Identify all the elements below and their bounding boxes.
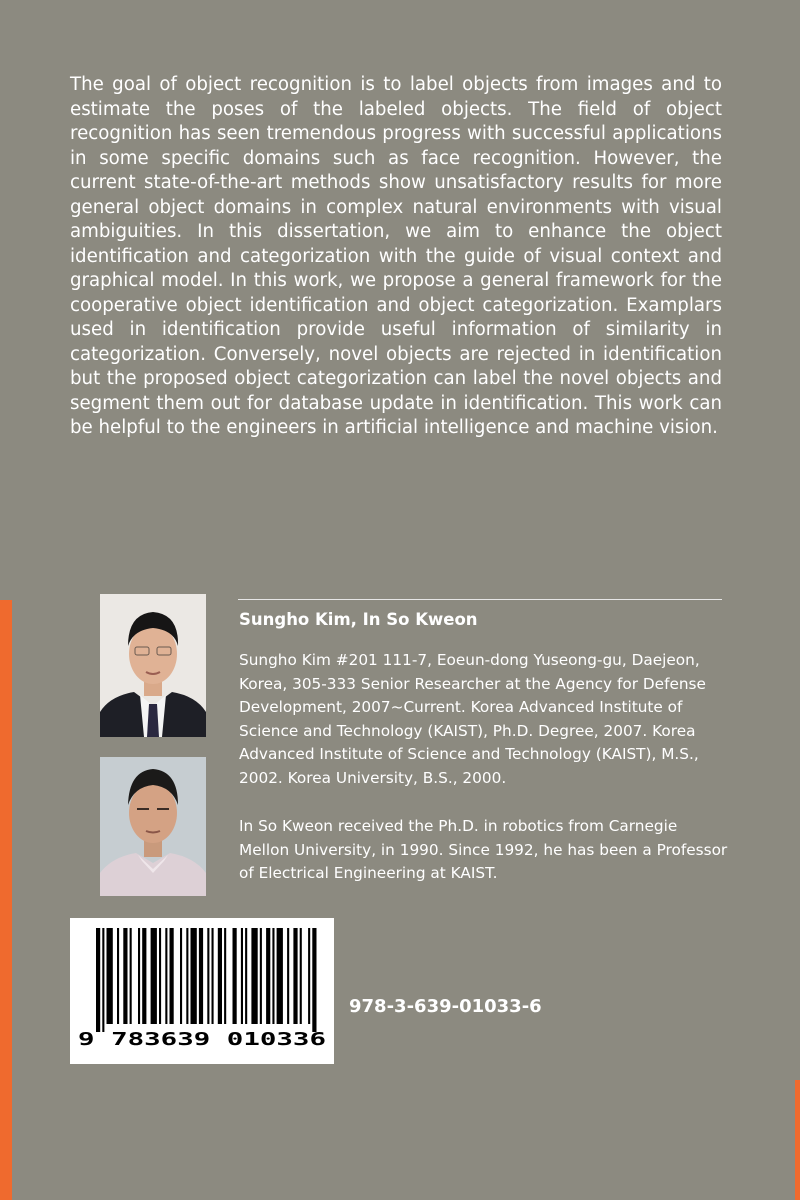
isbn-barcode xyxy=(70,918,334,1064)
barcode-digits: 9 783639 010336 xyxy=(78,1030,326,1050)
book-description: The goal of object recognition is to label objects from images and to estimate the poses of the labeled objects. The field of object recognition has seen tremendous progress with successful applications in some specific domains such as face recognition. However, the current state-of-the-art methods show unsatisfactory results for more general object domains in complex natural environments with visual ambiguities. In this dissertation, we aim to enhance the object identification and categorization with the guide of visual context and graphical model. In this work, we propose a general framework for the cooperative object identification and object categorization. Examplars used in identification provide useful information of similarity in categorization. Conversely, novel objects are rejected in identification but the proposed object categorization can label the novel objects and segment them out for database update in identification. This work can be helpful to the engineers in artificial intelligence and machine vision. xyxy=(70,74,722,438)
orange-corner-accent xyxy=(795,1080,800,1200)
author-divider xyxy=(238,599,722,600)
author-photo-sungho-kim xyxy=(100,594,206,737)
orange-edge-stripe xyxy=(0,600,12,1200)
isbn-number: 978-3-639-01033-6 xyxy=(349,996,542,1017)
author-photo-in-so-kweon xyxy=(100,757,206,896)
barcode-bars xyxy=(96,928,317,1032)
author-names: Sungho Kim, In So Kweon xyxy=(239,610,478,629)
author-bio-sungho-kim: Sungho Kim #201 111-7, Eoeun-dong Yuseong-gu, Daejeon, Korea, 305-333 Senior Researcher at the Agency for Defense Development, 2007~Current. Korea Advanced Institute of Science and Technology (KAIST), Ph.D. Degree, 2007. Korea Advanced Institute of Science and Technology (KAIST), M.S., 2002. Korea University, B.S., 2000. xyxy=(239,651,706,787)
author-bio-in-so-kweon: In So Kweon received the Ph.D. in robotics from Carnegie Mellon University, in 1990. Since 1992, he has been a Professor of Electrical Engineering at KAIST. xyxy=(239,817,728,883)
